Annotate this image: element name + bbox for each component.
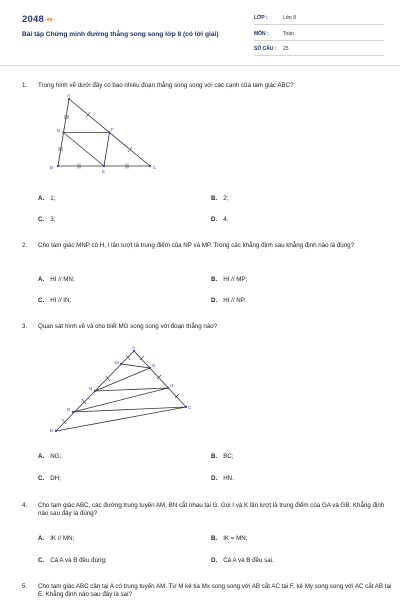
option-d[interactable]: D. HN. xyxy=(211,475,234,482)
point-label: A xyxy=(67,94,71,98)
point-label: D xyxy=(67,407,71,412)
option-a[interactable]: A. 1; xyxy=(38,195,56,202)
point-label: B xyxy=(50,165,54,170)
point-label: G xyxy=(152,363,156,368)
option-c[interactable]: C. DH; xyxy=(38,475,61,482)
question-number: 5. xyxy=(22,583,28,590)
meta-value: Lớp 8 xyxy=(283,15,297,21)
meta-grade-row xyxy=(254,14,384,25)
point-label: C xyxy=(153,165,157,170)
option-a[interactable]: A. HI // MN; xyxy=(38,276,75,283)
option-a[interactable]: A. NG; xyxy=(38,453,62,460)
point-label: F xyxy=(111,127,114,132)
question-1-figure xyxy=(44,94,164,176)
site-logo[interactable]: 2048.vn xyxy=(22,14,53,25)
option-d[interactable]: D. HI // NP. xyxy=(211,297,246,304)
worksheet-header xyxy=(0,0,400,66)
option-b[interactable]: B. HI // MP; xyxy=(211,276,248,283)
question-text: Cho tam giác ABC, các đường trung tuyến AM, BN cắt nhau tại G. Gọi I và K lần lượt là trung điểm của GA và GB. Khẳng định nào sau đây là đúng? xyxy=(38,502,385,518)
meta-label: SỐ CÂU : xyxy=(254,46,277,52)
meta-subject-row xyxy=(254,30,384,41)
option-d[interactable]: D. 4. xyxy=(211,216,229,223)
option-b[interactable]: B. IK = MN; xyxy=(211,535,248,542)
question-number: 1. xyxy=(22,82,28,89)
option-b[interactable]: B. 2; xyxy=(211,195,229,202)
point-label: N xyxy=(89,386,93,391)
question-text: Cho tam giác ABC cân tại A có trung tuyến AM. Từ M kẻ tia Mx song song với AB cắt AC tại F, kẻ My song song với AC cắt AB tại E. Khẳng định nào sau đây là sai? xyxy=(38,583,392,599)
meta-value: Toán xyxy=(283,31,294,37)
worksheet-title: Bài tập Chứng minh đường thẳng song song lớp 8 (có lời giải) xyxy=(22,31,219,38)
question-text: Cho tam giác MNP có H, I lần lượt là trung điểm của NP và MP. Trong các khẳng định sau khẳng định nào là đúng? xyxy=(38,242,355,249)
point-label: C xyxy=(188,405,192,410)
meta-label: MÔN : xyxy=(254,31,269,37)
meta-value: 25 xyxy=(283,46,289,52)
question-number: 3. xyxy=(22,323,28,330)
question-2 xyxy=(22,242,394,250)
option-c[interactable]: C. HI // IN; xyxy=(38,297,72,304)
question-1 xyxy=(22,82,394,90)
question-4 xyxy=(22,502,394,519)
point-label: H xyxy=(170,383,174,388)
option-c[interactable]: C. 3; xyxy=(38,216,56,223)
question-3-figure xyxy=(46,345,196,437)
point-label: B xyxy=(50,428,54,433)
question-number: 2. xyxy=(22,242,28,249)
meta-count-row xyxy=(254,45,384,56)
question-5 xyxy=(22,583,394,600)
option-d[interactable]: D. Cả A và B đều sai. xyxy=(211,557,274,564)
question-text: Quan sát hình vẽ và cho biết MG song song với đoạn thẳng nào? xyxy=(38,323,218,330)
meta-label: LỚP : xyxy=(254,15,268,21)
point-label: M xyxy=(115,360,119,365)
question-3 xyxy=(22,323,394,331)
point-label: A xyxy=(132,345,136,350)
point-label: E xyxy=(102,169,106,174)
question-text: Trong hình vẽ dưới đây có bao nhiêu đoạn thẳng song song với các cạnh của tam giác ABC? xyxy=(38,82,294,89)
option-a[interactable]: A. IK // MN; xyxy=(38,535,75,542)
option-b[interactable]: B. BC; xyxy=(211,453,234,460)
question-number: 4. xyxy=(22,502,28,509)
option-c[interactable]: C. Cả A và B đều đúng; xyxy=(38,557,107,564)
point-label: D xyxy=(57,128,61,133)
